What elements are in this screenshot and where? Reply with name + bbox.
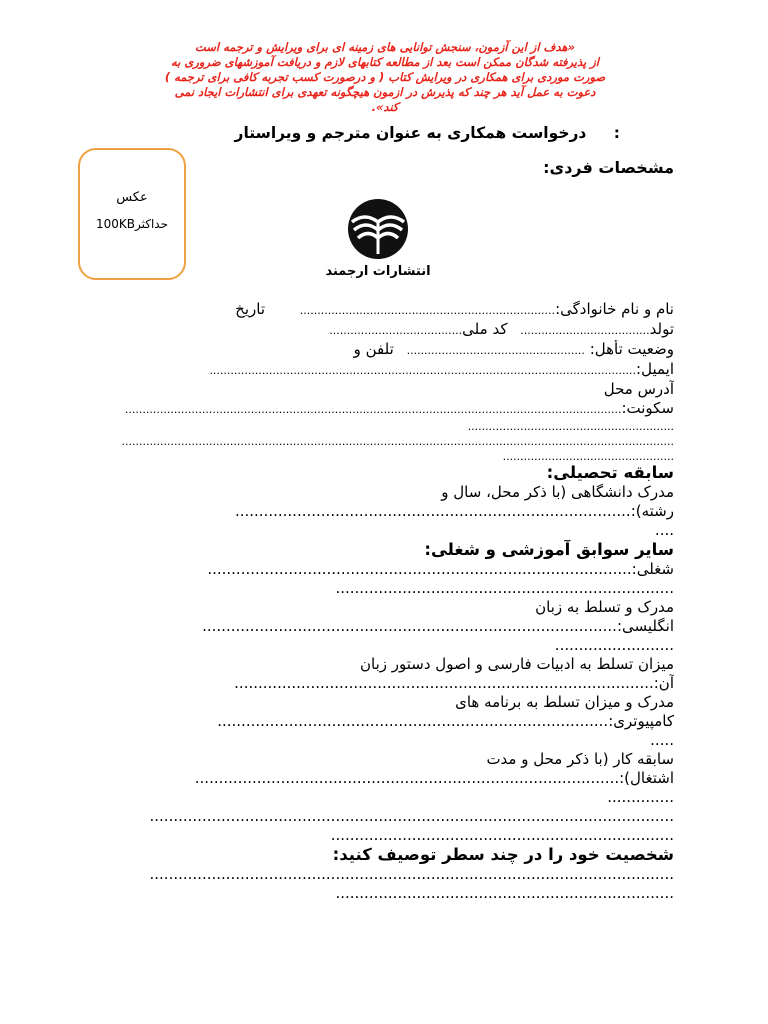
personality-heading: شخصیت خود را در چند سطر توصیف کنید: bbox=[332, 845, 674, 864]
email-label: ایمیل: bbox=[636, 360, 674, 378]
work-continuation[interactable]: .............. bbox=[607, 788, 674, 806]
publisher-logo bbox=[322, 196, 434, 288]
degree-label: مدرک دانشگاهی (با ذکر محل، سال و bbox=[441, 483, 674, 501]
work-label: سابقه کار (با ذکر محل و مدت bbox=[486, 750, 674, 768]
email-row[interactable]: ایمیل:.......................................................................................................................... bbox=[209, 360, 674, 378]
education-heading: سابقه تحصیلی: bbox=[546, 463, 674, 482]
address-line-4[interactable]: ................................................. bbox=[502, 450, 674, 463]
national-id-label: کد ملی bbox=[462, 320, 508, 338]
english-label: مدرک و تسلط به زبان bbox=[535, 598, 674, 616]
personality-line-1[interactable]: .............................................................................................................. bbox=[149, 865, 674, 883]
address-line-2[interactable]: ........................................................... bbox=[467, 420, 674, 433]
work-line-2[interactable]: .............................................................................................................. bbox=[149, 807, 674, 825]
job-continuation[interactable]: ....................................................................... bbox=[335, 579, 674, 597]
computer-row[interactable]: کامپیوتری:.................................................................................. bbox=[217, 712, 674, 730]
intro-line: «هدف از این آزمون، سنجش توانایی های زمینه ای برای ویرایش و ترجمه است bbox=[194, 40, 576, 54]
computer-label: مدرک و میزان تسلط به برنامه های bbox=[455, 693, 674, 711]
address-label-row bbox=[92, 380, 674, 399]
photo-placeholder[interactable] bbox=[78, 148, 186, 280]
application-form bbox=[92, 300, 674, 903]
english-row[interactable]: انگلیسی:....................................................................................... bbox=[202, 617, 674, 635]
birth-label: تاریخ bbox=[235, 300, 266, 318]
job-row[interactable]: شغلی:......................................................................................... bbox=[207, 560, 674, 578]
job-label: شغلی: bbox=[631, 560, 674, 578]
personal-info-heading: مشخصات فردی: bbox=[543, 158, 674, 177]
address-row[interactable]: سکونت:.............................................................................................................................................. bbox=[124, 399, 674, 417]
personality-line-2[interactable]: ....................................................................... bbox=[335, 884, 674, 902]
photo-label: عکس bbox=[116, 190, 148, 205]
phone-label: تلفن و bbox=[353, 340, 394, 358]
name-row[interactable]: نام و نام خانوادگی:......................................................................... تاریخ bbox=[235, 300, 674, 318]
intro-line: دعوت به عمل آید هر چند که پذیرش در ازمون هیچگونه تعهدی برای انتشارات ایجاد نمی bbox=[174, 85, 596, 99]
birth-row[interactable]: تولد..................................... کد ملی...................................... bbox=[329, 320, 674, 338]
other-history-heading: سایر سوابق آموزشی و شغلی: bbox=[424, 540, 674, 559]
computer-continuation[interactable]: ..... bbox=[650, 731, 674, 749]
marital-label: وضعیت تأهل: bbox=[589, 340, 674, 358]
page-title bbox=[100, 124, 620, 142]
intro-notice bbox=[100, 40, 670, 115]
address-label: آدرس محل bbox=[603, 380, 674, 398]
degree-continuation[interactable]: .... bbox=[654, 521, 674, 539]
degree-row[interactable]: رشته):................................................................................... bbox=[234, 502, 674, 520]
intro-line: از پذیرفته شدگان ممکن است بعد از مطالعه کتابهای لازم و دریافت آموزشهای ضروری به bbox=[171, 55, 599, 69]
degree-label-2: رشته): bbox=[630, 502, 674, 520]
work-row[interactable]: اشتغال):......................................................................................... bbox=[194, 769, 674, 787]
birth-label-2: تولد bbox=[649, 320, 674, 338]
english-label-2: انگلیسی: bbox=[616, 617, 674, 635]
marital-row[interactable]: وضعیت تأهل: ................................................... تلفن و bbox=[353, 340, 674, 358]
intro-line: صورت موردی برای همکاری در ویرایش کتاب ( و درصورت کسب تجربه کافی برای ترجمه ) bbox=[164, 70, 606, 84]
persian-label-2: آن: bbox=[653, 674, 674, 692]
address-line-3[interactable]: .............................................................................................................................................................. bbox=[121, 435, 674, 448]
photo-size-note: حداکثر100KB bbox=[95, 217, 169, 231]
computer-label-2: کامپیوتری: bbox=[608, 712, 674, 730]
persian-row[interactable]: آن:........................................................................................ bbox=[234, 674, 674, 692]
intro-line: کند». bbox=[371, 100, 399, 114]
publisher-name: انتشارات ارجمند bbox=[325, 264, 431, 279]
title-text: درخواست همکاری به عنوان مترجم و ویراستار bbox=[234, 124, 587, 142]
work-label-2: اشتغال): bbox=[619, 769, 674, 787]
english-continuation[interactable]: ......................... bbox=[554, 636, 674, 654]
book-emblem-icon bbox=[322, 196, 434, 262]
work-line-3[interactable]: ........................................................................ bbox=[330, 826, 674, 844]
name-label: نام و نام خانوادگی: bbox=[555, 300, 674, 318]
title-colon: : bbox=[613, 124, 620, 142]
persian-label: میزان تسلط به ادبیات فارسی و اصول دستور زبان bbox=[359, 655, 674, 673]
address-label-2: سکونت: bbox=[621, 399, 674, 417]
